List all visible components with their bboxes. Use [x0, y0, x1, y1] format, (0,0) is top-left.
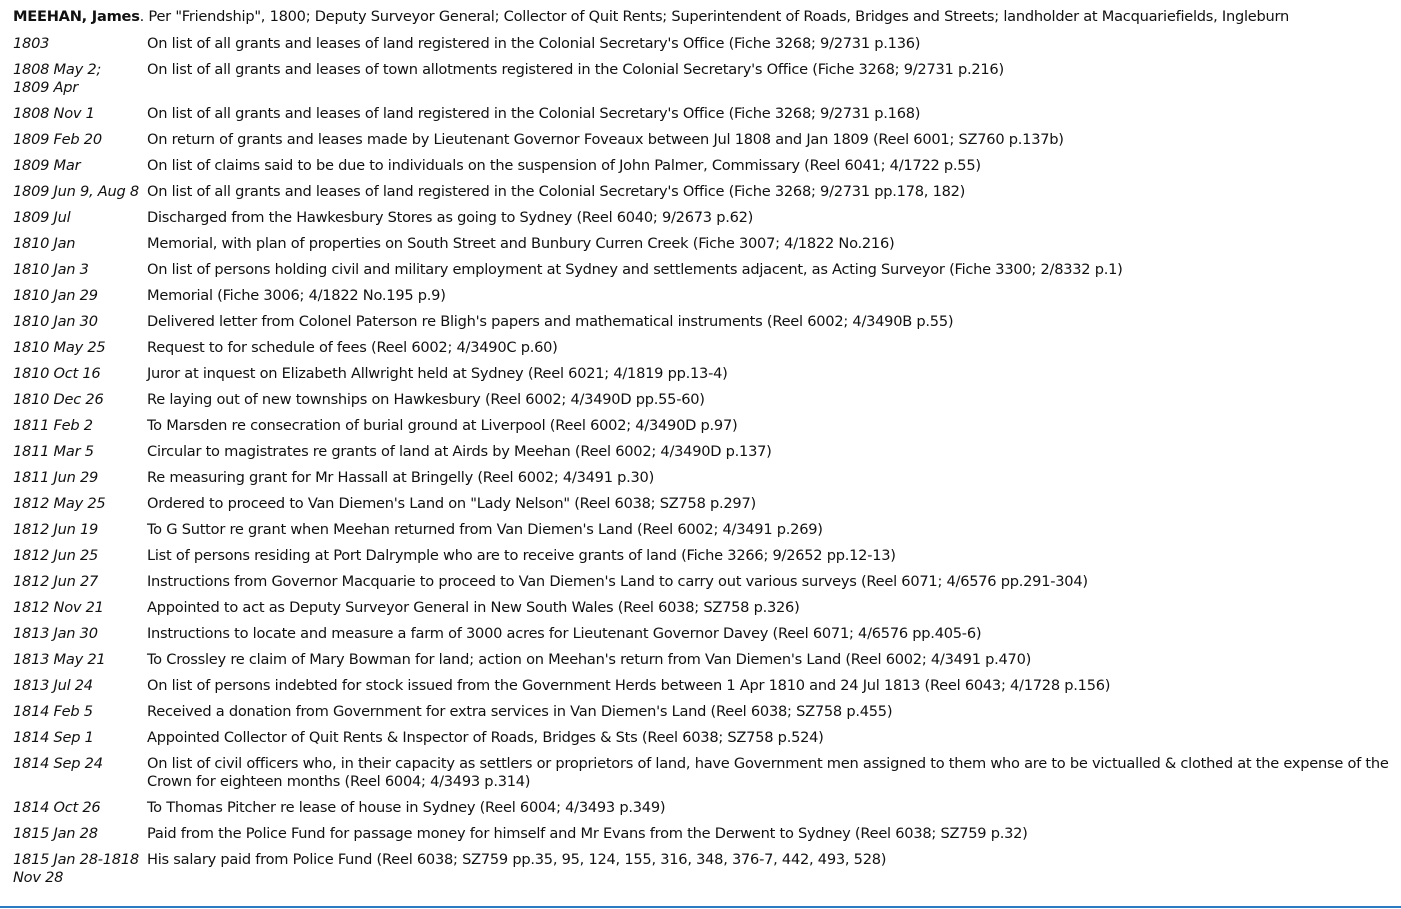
- entry-description: Circular to magistrates re grants of land at Airds by Meehan (Reel 6002; 4/3490D p.137): [147, 443, 772, 460]
- table-row: [10, 388, 1395, 414]
- entry-description: Appointed Collector of Quit Rents & Inspector of Roads, Bridges & Sts (Reel 6038; SZ758 p.524): [147, 729, 824, 746]
- entry-date: 1812 Jun 25: [13, 547, 99, 564]
- table-row: [10, 466, 1395, 492]
- chronology-rows: [10, 32, 1395, 892]
- entry-description: Memorial, with plan of properties on South Street and Bunbury Curren Creek (Fiche 3007; 4/1822 No.216): [147, 235, 895, 252]
- entry-date: 1812 Nov 21: [13, 599, 104, 616]
- entry-description: Instructions to locate and measure a farm of 3000 acres for Lieutenant Governor Davey (Reel 6071; 4/6576 pp.405-6): [147, 625, 982, 642]
- table-row: [10, 848, 1395, 892]
- table-row: [10, 674, 1395, 700]
- entry-date: 1813 May 21: [13, 651, 106, 668]
- entry-description: Discharged from the Hawkesbury Stores as going to Sydney (Reel 6040; 9/2673 p.62): [147, 209, 754, 226]
- table-row: [10, 58, 1395, 102]
- entry-heading: [13, 8, 1289, 26]
- entry-description: Paid from the Police Fund for passage money for himself and Mr Evans from the Derwent to Sydney (Reel 6038; SZ759 p.32): [147, 825, 1028, 842]
- entry-description: To Thomas Pitcher re lease of house in Sydney (Reel 6004; 4/3493 p.349): [147, 799, 666, 816]
- table-row: [10, 622, 1395, 648]
- table-row: [10, 102, 1395, 128]
- entry-date: 1811 Jun 29: [13, 469, 99, 486]
- table-row: [10, 232, 1395, 258]
- entry-description: Delivered letter from Colonel Paterson re Bligh's papers and mathematical instruments (Reel 6002; 4/3490B p.55): [147, 313, 954, 330]
- chronology-table: [10, 32, 1395, 892]
- table-row: [10, 518, 1395, 544]
- table-row: [10, 570, 1395, 596]
- entry-description: Juror at inquest on Elizabeth Allwright held at Sydney (Reel 6021; 4/1819 pp.13-4): [147, 365, 728, 382]
- table-row: [10, 128, 1395, 154]
- entry-description: Re laying out of new townships on Hawkesbury (Reel 6002; 4/3490D pp.55-60): [147, 391, 705, 408]
- entry-description: On list of all grants and leases of land registered in the Colonial Secretary's Office (Fiche 3268; 9/2731 pp.178, 182): [147, 183, 966, 200]
- entry-date: 1810 Oct 16: [13, 365, 101, 382]
- entry-description: His salary paid from Police Fund (Reel 6038; SZ759 pp.35, 95, 124, 155, 316, 348, 376-7, 442, 493, 528): [147, 851, 887, 868]
- table-row: [10, 336, 1395, 362]
- table-row: [10, 492, 1395, 518]
- table-row: [10, 362, 1395, 388]
- table-row: [10, 310, 1395, 336]
- entry-description: List of persons residing at Port Dalrymple who are to receive grants of land (Fiche 3266; 9/2652 pp.12-13): [147, 547, 896, 564]
- entry-date: 1808 Nov 1: [13, 105, 95, 122]
- table-row: [10, 32, 1395, 58]
- entry-date: 1811 Feb 2: [13, 417, 93, 434]
- table-row: [10, 206, 1395, 232]
- entry-date: 1813 Jan 30: [13, 625, 98, 642]
- entry-description: On list of civil officers who, in their capacity as settlers or proprietors of land, have Government men assigned to them who are to be victualled & clothed at the expense of the Crown for eighteen months (Reel 6004; 4/3493 p.314): [147, 755, 1389, 790]
- entry-date: 1810 Jan 30: [13, 313, 98, 330]
- entry-date: 1812 Jun 19: [13, 521, 99, 538]
- entry-date: 1814 Oct 26: [13, 799, 101, 816]
- entry-description: On list of persons holding civil and military employment at Sydney and settlements adjacent, as Acting Surveyor (Fiche 3300; 2/8332 p.1): [147, 261, 1123, 278]
- entry-date: 1814 Sep 1: [13, 729, 94, 746]
- entry-date: 1815 Jan 28: [13, 825, 98, 842]
- entry-date: 1810 Jan: [13, 235, 76, 252]
- entry-description: On list of claims said to be due to individuals on the suspension of John Palmer, Commissary (Reel 6041; 4/1722 p.55): [147, 157, 981, 174]
- table-row: [10, 544, 1395, 570]
- table-row: [10, 180, 1395, 206]
- entry-description: Memorial (Fiche 3006; 4/1822 No.195 p.9): [147, 287, 446, 304]
- entry-description: On return of grants and leases made by Lieutenant Governor Foveaux between Jul 1808 and Jan 1809 (Reel 6001; SZ760 p.137b): [147, 131, 1064, 148]
- entry-description: On list of all grants and leases of town allotments registered in the Colonial Secretary's Office (Fiche 3268; 9/2731 p.216): [147, 61, 1004, 78]
- entry-date: 1810 Jan 29: [13, 287, 98, 304]
- entry-date: 1809 Jun 9, Aug 8: [13, 183, 139, 200]
- table-row: [10, 648, 1395, 674]
- entry-date: 1814 Feb 5: [13, 703, 93, 720]
- entry-date: 1815 Jan 28-1818 Nov 28: [13, 851, 139, 886]
- table-row: [10, 154, 1395, 180]
- table-row: [10, 752, 1395, 796]
- entry-description: Appointed to act as Deputy Surveyor General in New South Wales (Reel 6038; SZ758 p.326): [147, 599, 800, 616]
- table-row: [10, 284, 1395, 310]
- table-row: [10, 796, 1395, 822]
- entry-date: 1809 Feb 20: [13, 131, 102, 148]
- entry-description: Request to for schedule of fees (Reel 6002; 4/3490C p.60): [147, 339, 558, 356]
- entry-date: 1810 Dec 26: [13, 391, 104, 408]
- person-summary: . Per "Friendship", 1800; Deputy Surveyor General; Collector of Quit Rents; Superintendent of Roads, Bridges and Streets; landholder at Macquariefields, Ingleburn: [139, 8, 1290, 25]
- entry-description: On list of all grants and leases of land registered in the Colonial Secretary's Office (Fiche 3268; 9/2731 p.136): [147, 35, 921, 52]
- table-row: [10, 726, 1395, 752]
- entry-date: 1809 Mar: [13, 157, 81, 174]
- table-row: [10, 414, 1395, 440]
- entry-date: 1808 May 2; 1809 Apr: [13, 61, 102, 96]
- entry-description: On list of all grants and leases of land registered in the Colonial Secretary's Office (Fiche 3268; 9/2731 p.168): [147, 105, 921, 122]
- entry-date: 1812 Jun 27: [13, 573, 99, 590]
- entry-description: To Crossley re claim of Mary Bowman for land; action on Meehan's return from Van Diemen's Land (Reel 6002; 4/3491 p.470): [147, 651, 1032, 668]
- entry-date: 1811 Mar 5: [13, 443, 94, 460]
- table-row: [10, 596, 1395, 622]
- table-row: [10, 700, 1395, 726]
- entry-date: 1810 May 25: [13, 339, 106, 356]
- bottom-divider: [0, 906, 1401, 908]
- entry-description: On list of persons indebted for stock issued from the Government Herds between 1 Apr 1810 and 24 Jul 1813 (Reel 6043; 4/1728 p.156): [147, 677, 1111, 694]
- table-row: [10, 822, 1395, 848]
- entry-date: 1812 May 25: [13, 495, 106, 512]
- entry-date: 1810 Jan 3: [13, 261, 89, 278]
- entry-description: Instructions from Governor Macquarie to proceed to Van Diemen's Land to carry out various surveys (Reel 6071; 4/6576 pp.291-304): [147, 573, 1088, 590]
- person-name: MEEHAN, James: [13, 8, 140, 25]
- table-row: [10, 440, 1395, 466]
- entry-description: Ordered to proceed to Van Diemen's Land on "Lady Nelson" (Reel 6038; SZ758 p.297): [147, 495, 756, 512]
- entry-date: 1809 Jul: [13, 209, 71, 226]
- table-row: [10, 258, 1395, 284]
- entry-description: To G Suttor re grant when Meehan returned from Van Diemen's Land (Reel 6002; 4/3491 p.269): [147, 521, 823, 538]
- entry-description: Received a donation from Government for extra services in Van Diemen's Land (Reel 6038; SZ758 p.455): [147, 703, 893, 720]
- entry-date: 1813 Jul 24: [13, 677, 93, 694]
- entry-date: 1803: [13, 35, 50, 52]
- entry-description: To Marsden re consecration of burial ground at Liverpool (Reel 6002; 4/3490D p.97): [147, 417, 738, 434]
- entry-description: Re measuring grant for Mr Hassall at Bringelly (Reel 6002; 4/3491 p.30): [147, 469, 655, 486]
- entry-date: 1814 Sep 24: [13, 755, 103, 772]
